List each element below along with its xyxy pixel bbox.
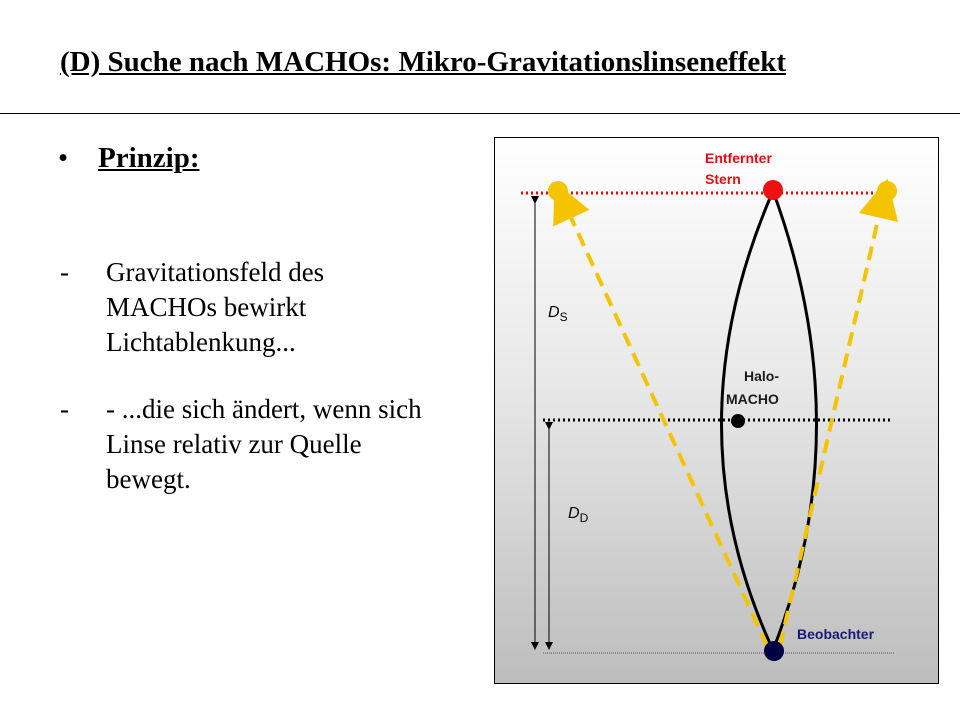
source-star	[763, 180, 783, 200]
star-label-line1: Entfernter	[705, 150, 772, 166]
bullet-symbol: •	[58, 142, 69, 174]
lensing-diagram-panel	[494, 137, 939, 684]
page-title: (D) Suche nach MACHOs: Mikro-Gravitationslinseneffekt	[60, 46, 787, 78]
ds-label-main: D	[548, 304, 560, 321]
ds-label	[548, 304, 568, 324]
lens-label-line2: MACHO	[726, 391, 779, 407]
lens-label-line1: Halo-	[744, 368, 779, 384]
lens-macho	[731, 414, 745, 428]
list-dash: -	[60, 394, 69, 424]
image-right	[877, 181, 897, 201]
bullet-prinzip	[58, 142, 200, 175]
star-label-line2: Stern	[705, 171, 741, 187]
dd-label-main: D	[568, 505, 580, 522]
observer-label: Beobachter	[797, 626, 875, 642]
list-item	[60, 255, 426, 360]
list-item-text: Gravitationsfeld des MACHOs bewirkt Lichtablenkung...	[106, 257, 325, 357]
list-item-text: - ...die sich ändert, wenn sich Linse relativ zur Quelle bewegt.	[106, 394, 422, 494]
dd-label-sub: D	[579, 511, 589, 525]
bullet-heading: Prinzip:	[98, 142, 200, 174]
list-item	[60, 392, 426, 497]
title-divider	[0, 113, 960, 114]
ds-label-sub: S	[559, 310, 568, 324]
list-dash: -	[60, 257, 69, 287]
lensing-diagram	[495, 138, 938, 683]
observer	[764, 641, 784, 661]
dd-label	[568, 505, 589, 525]
image-left	[548, 181, 568, 201]
